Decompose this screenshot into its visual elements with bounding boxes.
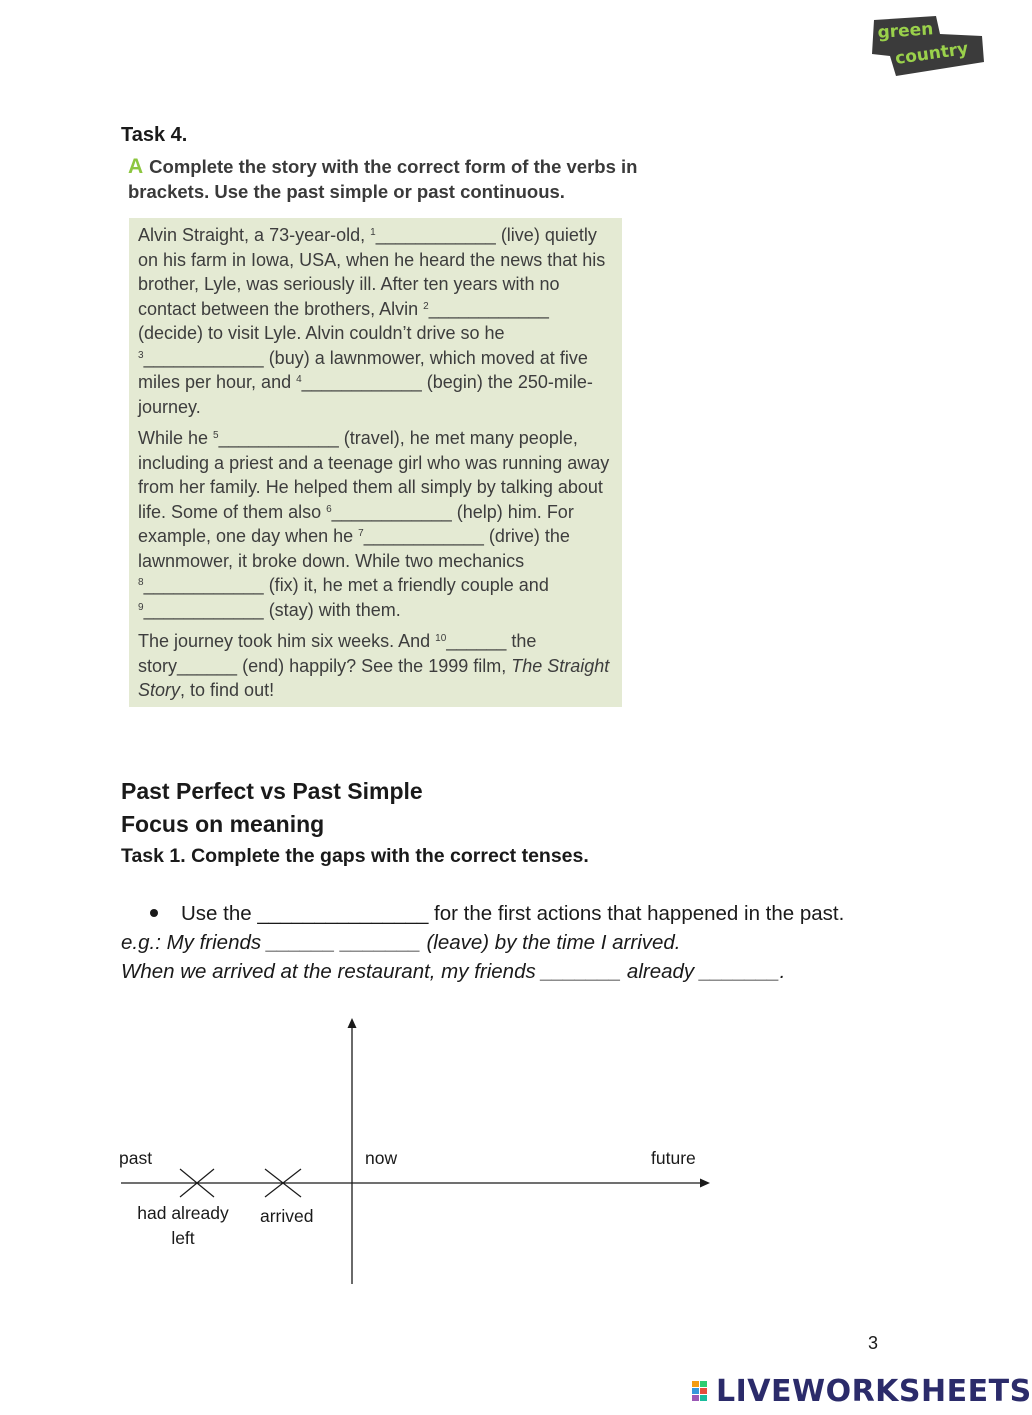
timeline-label-now: now <box>365 1148 398 1168</box>
timeline-label-arrived: arrived <box>260 1206 314 1226</box>
logo-text-green: green <box>876 19 934 43</box>
cross-mark-arrived <box>265 1169 301 1197</box>
task4-heading: Task 4. <box>121 124 188 146</box>
section-title: Past Perfect vs Past Simple <box>121 778 423 804</box>
page-number: 3 <box>868 1333 879 1353</box>
story-paragraph-3: The journey took him six weeks. And $^{10}$______ the story______ (end) happily? See the 1999 film, The Straight Story, to find out! <box>138 631 610 700</box>
timeline-label-past: past <box>119 1148 153 1168</box>
instruction-text: Complete the story with the correct form of the verbs in brackets. Use the past simple or past continuous. <box>128 156 638 202</box>
now-arrow-up <box>348 1018 357 1028</box>
rule-text: Use the _______________ for the first actions that happened in the past. <box>181 902 845 925</box>
liveworksheets-wordmark: LIVEWORKSHEETS <box>716 1373 1032 1409</box>
green-country-logo <box>868 14 986 78</box>
liveworksheets-icon <box>692 1379 716 1403</box>
story-text <box>138 223 618 710</box>
rule-bullet <box>150 902 844 926</box>
story-paragraph-2: While he $^5$____________ (travel), he met many people, including a priest and a teenage girl who was running away from her family. He helped them all simply by talking about life. Some of them also $^6$____________ (help) him. For example, one day when he $^7$____________ (drive) the lawnmower, it broke down. While two mechanics $^8$____________ (fix) it, he met a friendly couple and $^9$____________ (stay) with them. <box>138 428 610 620</box>
liveworksheets-logo <box>692 1373 1032 1409</box>
story-paragraph-1: Alvin Straight, a 73-year-old, $^1$____________ (live) quietly on his farm in Iowa, USA, when he heard the news that his brother, Lyle, was seriously ill. After ten years with no contact between the brothers, Alvin $^2$____________ (decide) to visit Lyle. Alvin couldn’t drive so he $^3$____________ (buy) a lawnmower, which moved at five miles per hour, and $^4$____________ (begin) the 250-mile-journey. <box>138 225 606 417</box>
example-sentence-1: e.g.: My friends ______ _______ (leave) by the time I arrived. <box>121 931 681 954</box>
cross-mark-had-already-left <box>180 1169 214 1197</box>
story-box <box>129 218 622 707</box>
task4-instruction <box>128 154 648 204</box>
film-title: The Straight Story <box>138 655 610 700</box>
task1-heading: Task 1. Complete the gaps with the correct tenses. <box>121 845 589 867</box>
logo-text-country: country <box>893 38 970 69</box>
timeline-label-had-already-left: had already left <box>137 1203 229 1248</box>
exercise-letter: A <box>128 155 144 178</box>
timeline-arrow-right <box>700 1179 710 1188</box>
timeline-label-future: future <box>651 1148 696 1168</box>
bullet-dot <box>150 909 158 917</box>
section-subtitle: Focus on meaning <box>121 811 325 837</box>
example-sentence-2: When we arrived at the restaurant, my friends _______ already _______. <box>121 960 786 983</box>
